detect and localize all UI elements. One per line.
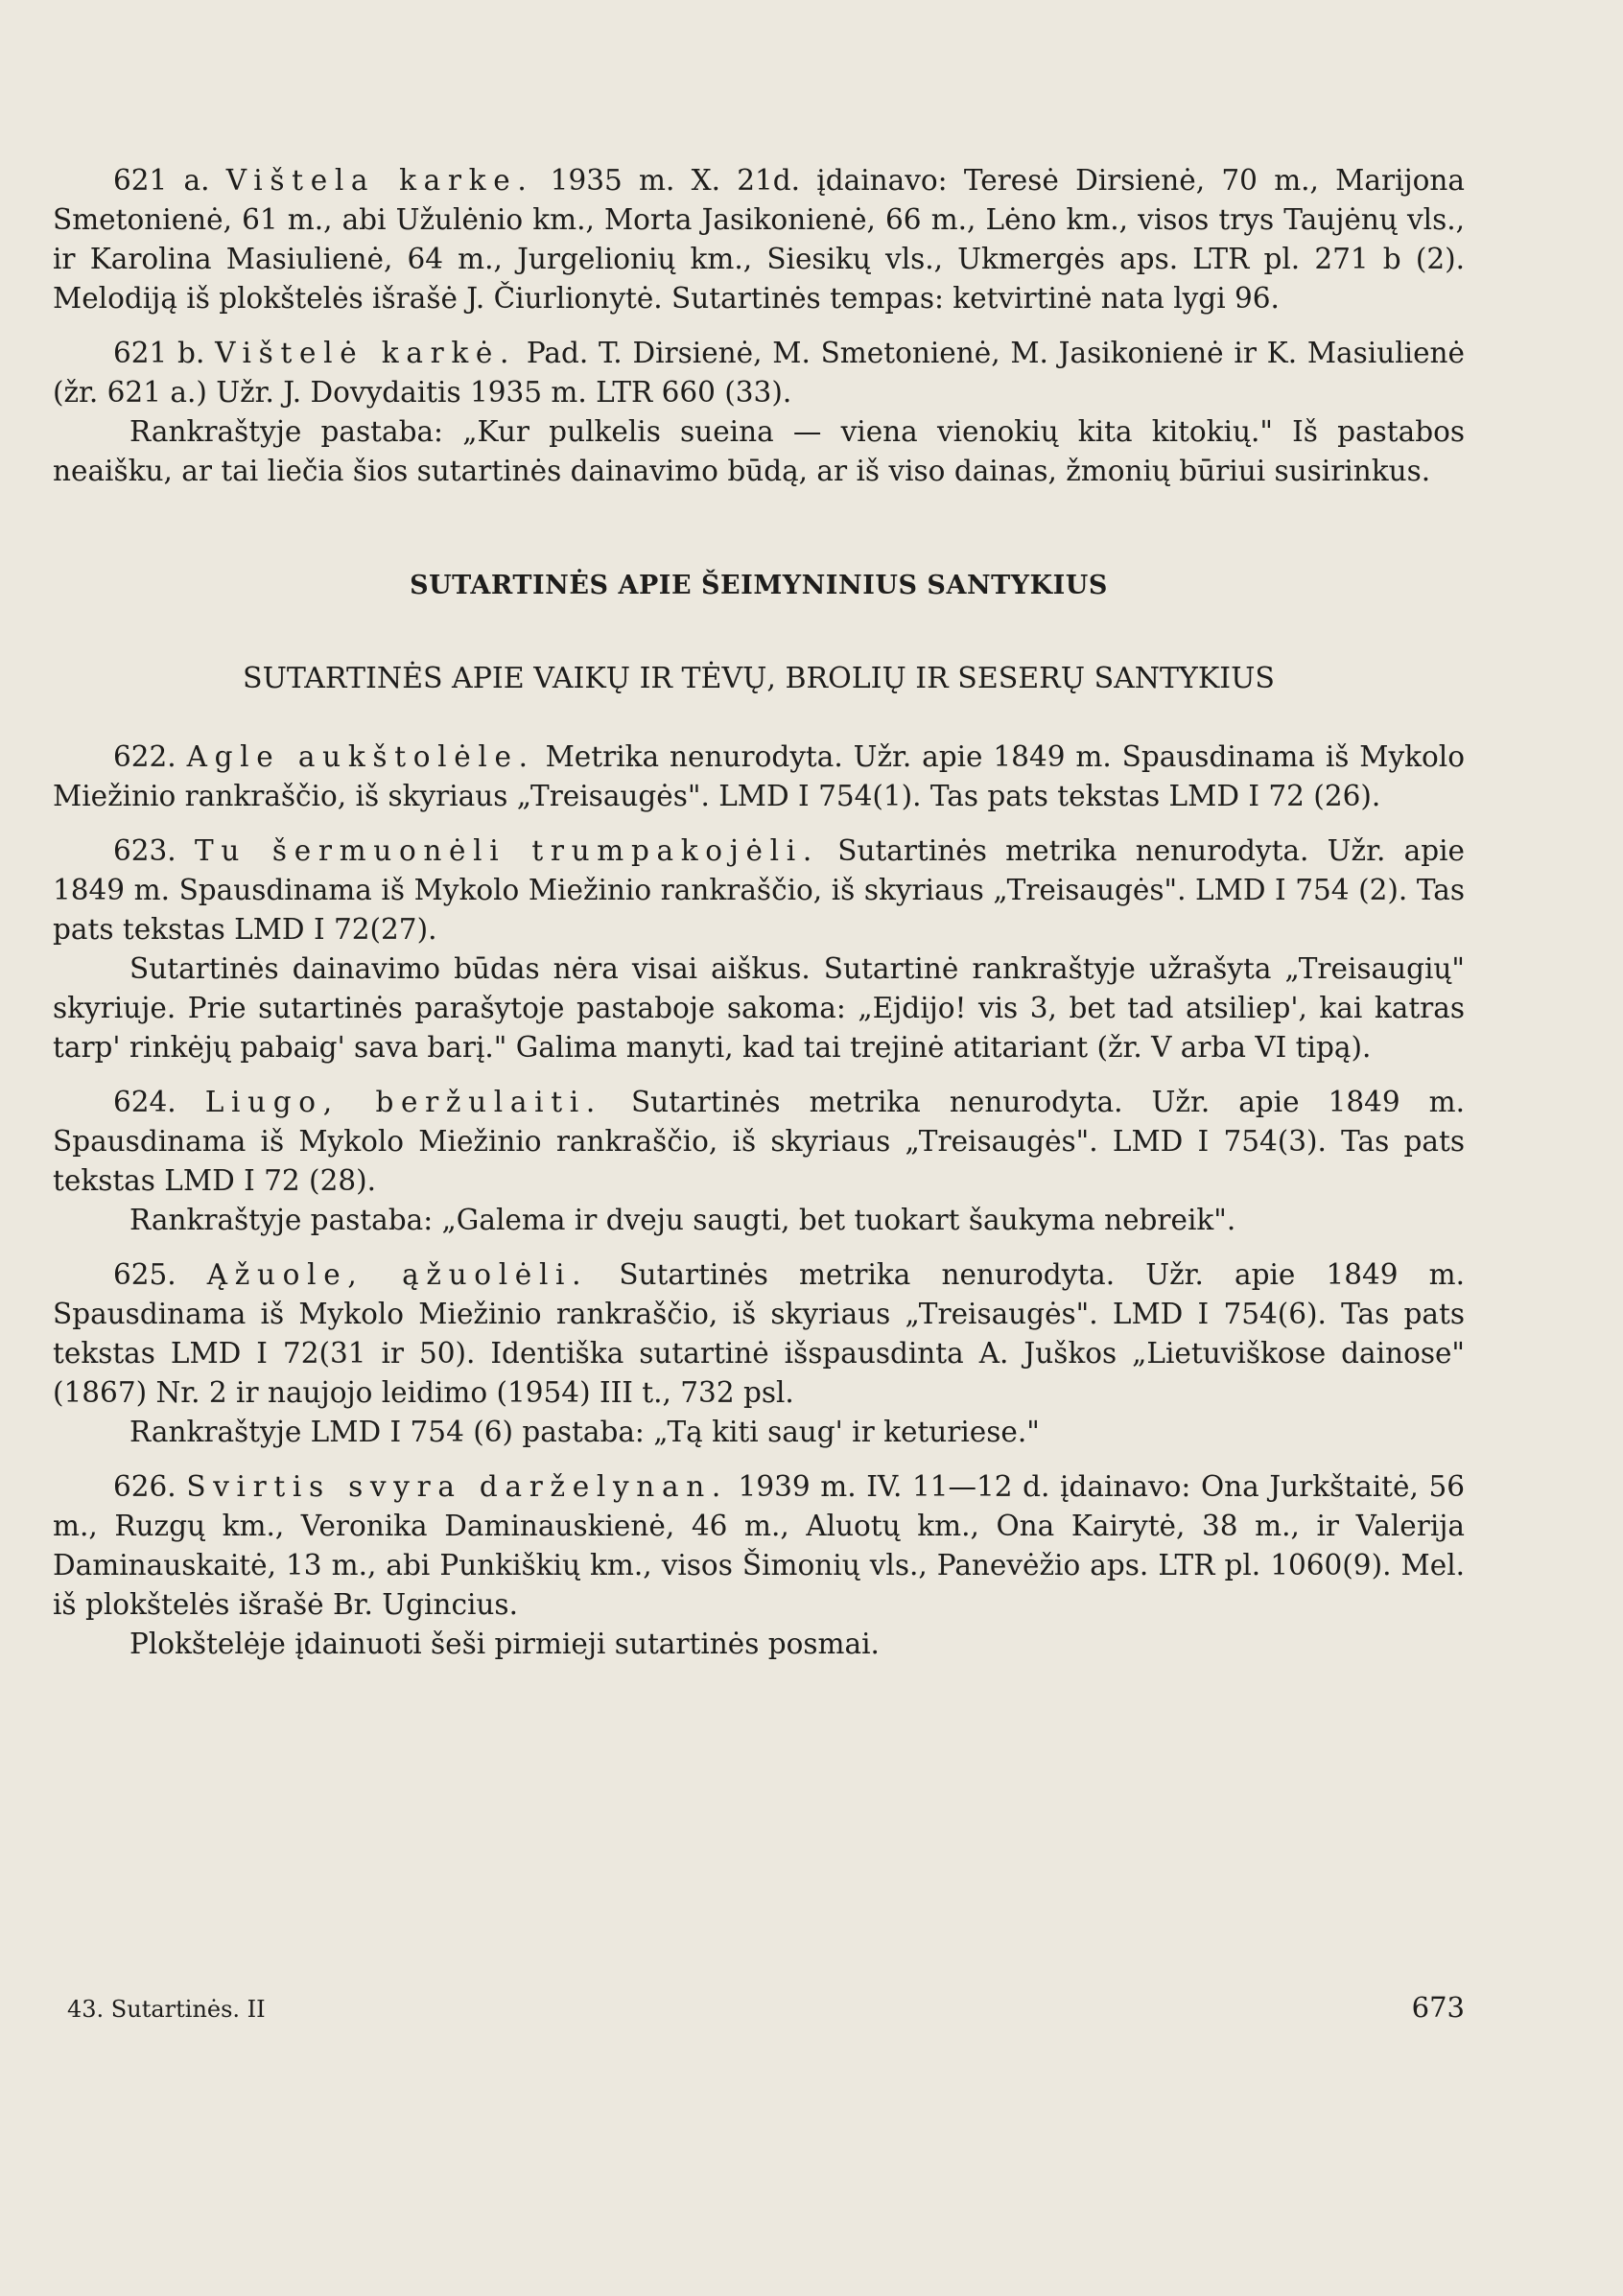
section-heading: SUTARTINĖS APIE ŠEIMYNINIUS SANTYKIUS bbox=[410, 571, 1108, 600]
entry-number: 623. bbox=[113, 834, 176, 867]
entry-number: 621 b. bbox=[113, 337, 205, 369]
entry-625 bbox=[53, 1255, 1465, 1452]
entry-text: Sutartinės metrika nenurodyta. Užr. apie 1849 m. Spausdinama iš Mykolo Miežinio rankraščio, iš skyriaus „Treisaugės". LMD I 754(6). Tas pats tekstas LMD I 72(31 ir 50). Identiška sutartinė išspausdinta A. Juškos „Lietuviškose dainose" (1867) Nr. 2 ir naujojo leidimo (1954) III t., 732 psl. bbox=[53, 1258, 1465, 1409]
entry-title: Vištelė karkė. bbox=[215, 337, 517, 369]
entry-title: Agle aukštolėle. bbox=[186, 740, 535, 773]
entry-number: 624. bbox=[113, 1086, 176, 1118]
entry-626 bbox=[53, 1467, 1465, 1664]
entry-number: 622. bbox=[113, 740, 176, 773]
entry-note: Rankraštyje LMD I 754 (6) pastaba: „Tą kiti saug' ir keturiese." bbox=[129, 1416, 1040, 1448]
entry-number: 625. bbox=[113, 1258, 176, 1291]
entry-number: 621 a. bbox=[113, 164, 210, 197]
entry-text: 1939 m. IV. 11—12 d. įdainavo: Ona Jurkštaitė, 56 m., Ruzgų km., Veronika Daminauskienė, 46 m., Aluotų km., Ona Kairytė, 38 m., ir Valerija Daminauskaitė, 13 m., abi Punkiškių km., visos Šimonių vls., Panevėžio aps. LTR pl. 1060(9). Mel. iš plokštelės išrašė Br. Ugincius. bbox=[53, 1470, 1465, 1621]
subsection-heading: SUTARTINĖS APIE VAIKŲ IR TĖVŲ, BROLIŲ IR SESERŲ SANTYKIUS bbox=[243, 662, 1275, 695]
entry-note: Rankraštyje pastaba: „Galema ir dveju saugti, bet tuokart šaukyma nebreik". bbox=[129, 1204, 1236, 1236]
entry-note: Sutartinės dainavimo būdas nėra visai aiškus. Sutartinė rankraštyje užrašyta „Treisaugių" skyriuje. Prie sutartinės parašytoje pastaboje sakoma: „Ejdijo! vis 3, bet tad atsiliep', kai katras tarp' rinkėjų pabaig' sava barį." Galima manyti, kad tai trejinė atitariant (žr. V arba VI tipą). bbox=[53, 952, 1465, 1064]
entry-title: Svirtis svyra darželynan. bbox=[186, 1470, 728, 1503]
entry-text: Sutartinės metrika nenurodyta. Užr. apie 1849 m. Spausdinama iš Mykolo Miežinio rankraščio, iš skyriaus „Treisaugės". LMD I 754(3). Tas pats tekstas LMD I 72 (28). bbox=[53, 1086, 1465, 1197]
text-column bbox=[53, 161, 1465, 1679]
entry-623 bbox=[53, 832, 1465, 1067]
entry-title: Vištela karke. bbox=[225, 164, 534, 197]
entry-622 bbox=[53, 738, 1465, 816]
entry-title: Liugo, beržulaiti. bbox=[204, 1086, 602, 1118]
entry-621b bbox=[53, 334, 1465, 491]
entry-note: Plokštelėje įdainuoti šeši pirmieji sutartinės posmai. bbox=[129, 1628, 880, 1660]
entry-621a bbox=[53, 161, 1465, 318]
entry-title: Tu šermuonėli trumpakojėli. bbox=[194, 834, 819, 867]
entry-text: Sutartinės metrika nenurodyta. Užr. apie 1849 m. Spausdinama iš Mykolo Miežinio rankraščio, iš skyriaus „Treisaugės". LMD I 754 (2). Tas pats tekstas LMD I 72(27). bbox=[53, 834, 1465, 946]
entry-text: Metrika nenurodyta. Užr. apie 1849 m. Spausdinama iš Mykolo Miežinio rankraščio, iš skyriaus „Treisaugės". LMD I 754(1). Tas pats tekstas LMD I 72 (26). bbox=[53, 740, 1465, 812]
entry-title: Ąžuole, ąžuolėli. bbox=[206, 1258, 589, 1291]
page-footer bbox=[67, 1991, 1465, 2024]
signature-mark: 43. Sutartinės. II bbox=[67, 1996, 266, 2023]
page-number: 673 bbox=[1411, 1991, 1465, 2024]
entry-text: 1935 m. X. 21d. įdainavo: Teresė Dirsienė, 70 m., Marijona Smetonienė, 61 m., abi Užulėnio km., Morta Jasikonienė, 66 m., Lėno km., visos trys Taujėnų vls., ir Karolina Masiulienė, 64 m., Jurgelionių km., Siesikų vls., Ukmergės aps. LTR pl. 271 b (2). Melodiją iš plokštelės išrašė J. Čiurlionytė. Sutartinės tempas: ketvirtinė nata lygi 96. bbox=[53, 164, 1465, 315]
entry-note: Rankraštyje pastaba: „Kur pulkelis sueina — viena vienokių kita kitokių." Iš pastabos neaišku, ar tai liečia šios sutartinės dainavimo būdą, ar iš viso dainas, žmonių būriui susirinkus. bbox=[53, 415, 1465, 487]
entry-624 bbox=[53, 1083, 1465, 1240]
entry-number: 626. bbox=[113, 1470, 176, 1503]
entry-text: Pad. T. Dirsienė, M. Smetonienė, M. Jasikonienė ir K. Masiulienė (žr. 621 a.) Užr. J. Dovydaitis 1935 m. LTR 660 (33). bbox=[53, 337, 1465, 409]
